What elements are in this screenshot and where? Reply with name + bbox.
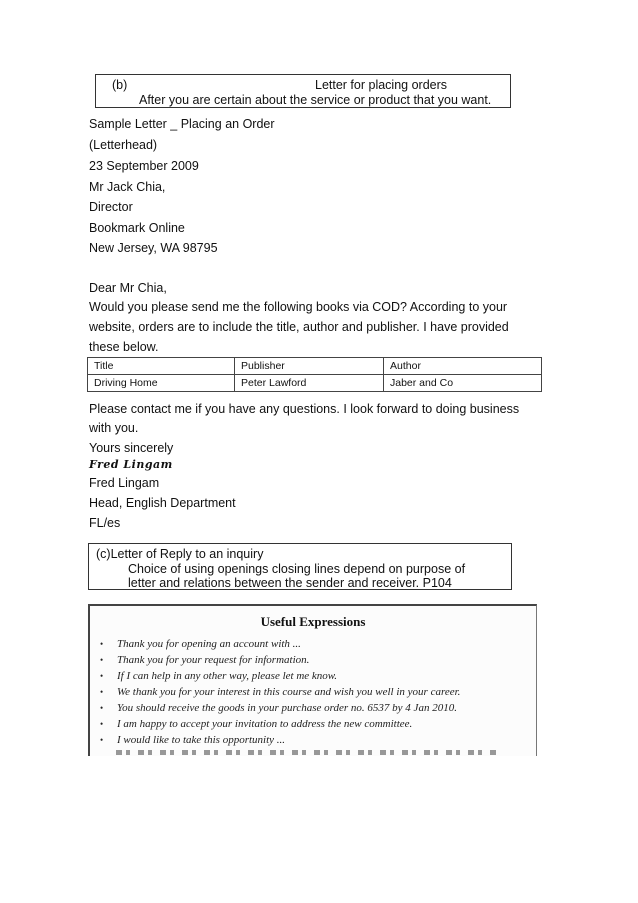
table-cell: Driving Home <box>88 375 235 392</box>
bullet-icon: • <box>100 703 104 713</box>
sender-name: Fred Lingam <box>89 476 160 490</box>
bullet-icon: • <box>100 639 104 649</box>
table-cell: Jaber and Co <box>384 375 542 392</box>
company-name: Bookmark Online <box>89 221 185 235</box>
list-item: • We thank you for your interest in this course and wish you well in your career. <box>100 686 461 698</box>
company-address: New Jersey, WA 98795 <box>89 241 218 255</box>
bullet-icon: • <box>100 655 104 665</box>
section-b-title: Letter for placing orders <box>315 78 448 92</box>
list-item: • Thank you for your request for information. <box>100 654 310 666</box>
useful-expressions-image <box>88 604 537 756</box>
section-c-note: letter and relations between the sender and receiver. P104 <box>128 576 452 590</box>
table-cell: Peter Lawford <box>235 375 384 392</box>
list-item: • I would like to take this opportunity ... <box>100 734 286 746</box>
salutation: Dear Mr Chia, <box>89 281 167 295</box>
recipient-name: Mr Jack Chia, <box>89 180 166 194</box>
list-item: • I am happy to accept your invitation to address the new committee. <box>100 718 413 730</box>
table-header-row <box>88 358 542 375</box>
recipient-title: Director <box>89 200 133 214</box>
sender-title: Head, English Department <box>89 496 236 510</box>
table-header: Author <box>384 358 542 375</box>
bullet-icon: • <box>100 735 104 745</box>
body-line: Would you please send me the following books via COD? According to your <box>89 300 508 314</box>
reference-initials: FL/es <box>89 516 121 530</box>
list-item: • Thank you for opening an account with ... <box>100 638 301 650</box>
bullet-icon: • <box>100 719 104 729</box>
letter-heading: Sample Letter _ Placing an Order <box>89 117 275 131</box>
useful-expressions-title: Useful Expressions <box>260 614 366 629</box>
closing-line: Please contact me if you have any questions. I look forward to doing business <box>89 402 520 416</box>
cropped-text-fragment <box>116 750 496 755</box>
section-b-label: (b) <box>112 78 128 92</box>
table-header: Title <box>88 358 235 375</box>
list-item: • You should receive the goods in your purchase order no. 6537 by 4 Jan 2010. <box>100 702 457 714</box>
section-c-title: (c)Letter of Reply to an inquiry <box>96 547 264 561</box>
order-table <box>87 357 542 392</box>
section-b-box <box>95 74 511 108</box>
signature: Fred Lingam <box>89 458 173 471</box>
section-c-note: Choice of using openings closing lines depend on purpose of <box>128 562 466 576</box>
bullet-icon: • <box>100 687 104 697</box>
body-line: these below. <box>89 340 159 354</box>
list-item: • If I can help in any other way, please let me know. <box>100 670 338 682</box>
letterhead: (Letterhead) <box>89 138 158 152</box>
bullet-icon: • <box>100 671 104 681</box>
letter-date: 23 September 2009 <box>89 159 199 173</box>
section-b-subtitle: After you are certain about the service or product that you want. <box>139 93 492 107</box>
table-header: Publisher <box>235 358 384 375</box>
body-line: website, orders are to include the title, author and publisher. I have provided <box>89 320 509 334</box>
section-c-box <box>88 543 512 590</box>
closing-line: with you. <box>89 421 139 435</box>
expressions-list <box>100 636 460 748</box>
table-row <box>88 375 542 392</box>
sign-off: Yours sincerely <box>89 441 174 455</box>
